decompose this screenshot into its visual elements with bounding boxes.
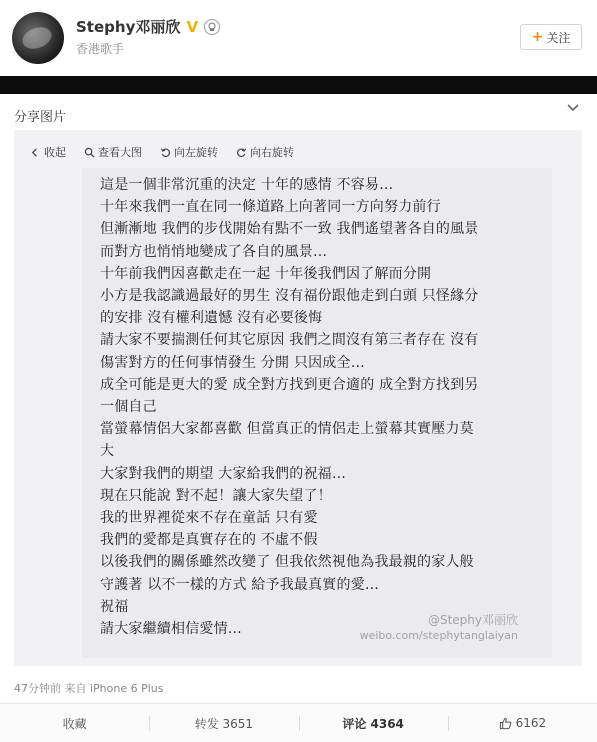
- comment-button[interactable]: [299, 704, 448, 742]
- image-text-line: 小方是我認識過最好的男生 沒有福份跟他走到白頭 只怪緣分: [100, 288, 479, 305]
- user-description: 香港歌手: [76, 42, 125, 56]
- user-name[interactable]: [76, 16, 220, 37]
- rotate-left-label: 向左旋转: [174, 146, 218, 159]
- image-text-line: 大家對我們的期望 大家給我們的祝福…: [100, 465, 347, 482]
- rotate-right-icon: [236, 147, 247, 158]
- avatar[interactable]: [12, 12, 64, 64]
- black-divider-bar: [0, 76, 597, 94]
- like-button[interactable]: [448, 704, 597, 742]
- thumb-up-icon: [499, 717, 512, 730]
- view-large-button[interactable]: [84, 144, 142, 160]
- repost-button[interactable]: [149, 704, 298, 742]
- image-text-line: 大: [100, 443, 115, 460]
- image-text-line: 而對方也悄悄地變成了各自的風景…: [100, 243, 328, 260]
- image-text-line: 這是一個非常沉重的決定 十年的感情 不容易…: [100, 177, 394, 193]
- image-text-line: 一個自己: [100, 399, 157, 416]
- image-text-line: 現在只能說 對不起！讓大家失望了！: [100, 487, 332, 504]
- image-text-line: 十年前我們因喜歡走在一起 十年後我們因了解而分開: [100, 265, 432, 282]
- image-text-line: 請大家繼續相信愛情…: [100, 621, 242, 638]
- rotate-left-icon: [160, 147, 171, 158]
- rotate-right-button[interactable]: [236, 144, 294, 160]
- repost-label: 转发 3651: [194, 716, 254, 731]
- image-text-line: 祝福: [100, 598, 129, 615]
- verified-v-icon: V: [186, 17, 199, 36]
- watermark-handle: @Stephy邓丽欣: [427, 613, 518, 627]
- back-arrow-icon: [30, 147, 41, 158]
- image-text-line: 十年來我們一直在同一條道路上向著同一方向努力前行: [100, 199, 441, 216]
- image-text-line: 請大家不要揣測任何其它原因 我們之間沒有第三者存在 沒有: [100, 332, 479, 349]
- comment-label: 评论 4364: [342, 716, 404, 731]
- favorite-label: 收藏: [62, 716, 87, 731]
- image-text-block: [100, 174, 540, 640]
- post-meta: 47分钟前 来自 iPhone 6 Plus: [14, 682, 164, 695]
- rotate-left-button[interactable]: [160, 144, 218, 160]
- watermark-url: weibo.com/stephytanglaiyan: [359, 629, 518, 642]
- view-large-label: 查看大图: [98, 146, 142, 159]
- image-text-line: 傷害對方的任何事情發生 分開 只因成全…: [100, 354, 365, 371]
- image-text-line: 當螢幕情侶大家都喜歡 但當真正的情侶走上螢幕其實壓力莫: [100, 421, 474, 438]
- image-text-line: 以後我們的關係雖然改變了 但我依然視他為我最親的家人般: [100, 554, 474, 571]
- level-badge-icon: [204, 19, 220, 35]
- image-text-line: 成全可能是更大的愛 成全對方找到更合適的 成全對方找到另: [100, 376, 479, 393]
- plus-icon: +: [531, 29, 544, 45]
- image-text-line: 的安排 沒有權利遺憾 沒有必要後悔: [100, 310, 323, 327]
- section-title: 分享图片: [14, 110, 67, 125]
- image-text-line: 我們的愛都是真實存在的 不虛不假: [100, 532, 318, 549]
- image-toolbar: [14, 144, 294, 160]
- user-name-text[interactable]: Stephy邓丽欣: [76, 18, 181, 36]
- follow-button[interactable]: [520, 24, 582, 50]
- post-header: [0, 0, 597, 76]
- image-preview-panel: [14, 130, 582, 666]
- collapse-label: 收起: [44, 146, 66, 159]
- chevron-down-icon[interactable]: [565, 100, 581, 116]
- action-bar: [0, 703, 597, 742]
- favorite-button[interactable]: [0, 704, 149, 742]
- rotate-right-label: 向右旋转: [250, 146, 294, 159]
- magnifier-icon: [84, 147, 95, 158]
- image-text-line: 守護著 以不一樣的方式 給予我最真實的愛…: [100, 576, 380, 593]
- image-text-line: 但漸漸地 我們的步伐開始有點不一致 我們遙望著各自的風景: [100, 221, 479, 238]
- collapse-button[interactable]: [30, 144, 66, 160]
- image-watermark: [360, 612, 518, 644]
- follow-button-label: 关注: [546, 30, 571, 45]
- like-count: 6162: [515, 716, 547, 730]
- shared-image[interactable]: [82, 168, 552, 658]
- image-text-line: 我的世界裡從來不存在童話 只有愛: [100, 510, 318, 527]
